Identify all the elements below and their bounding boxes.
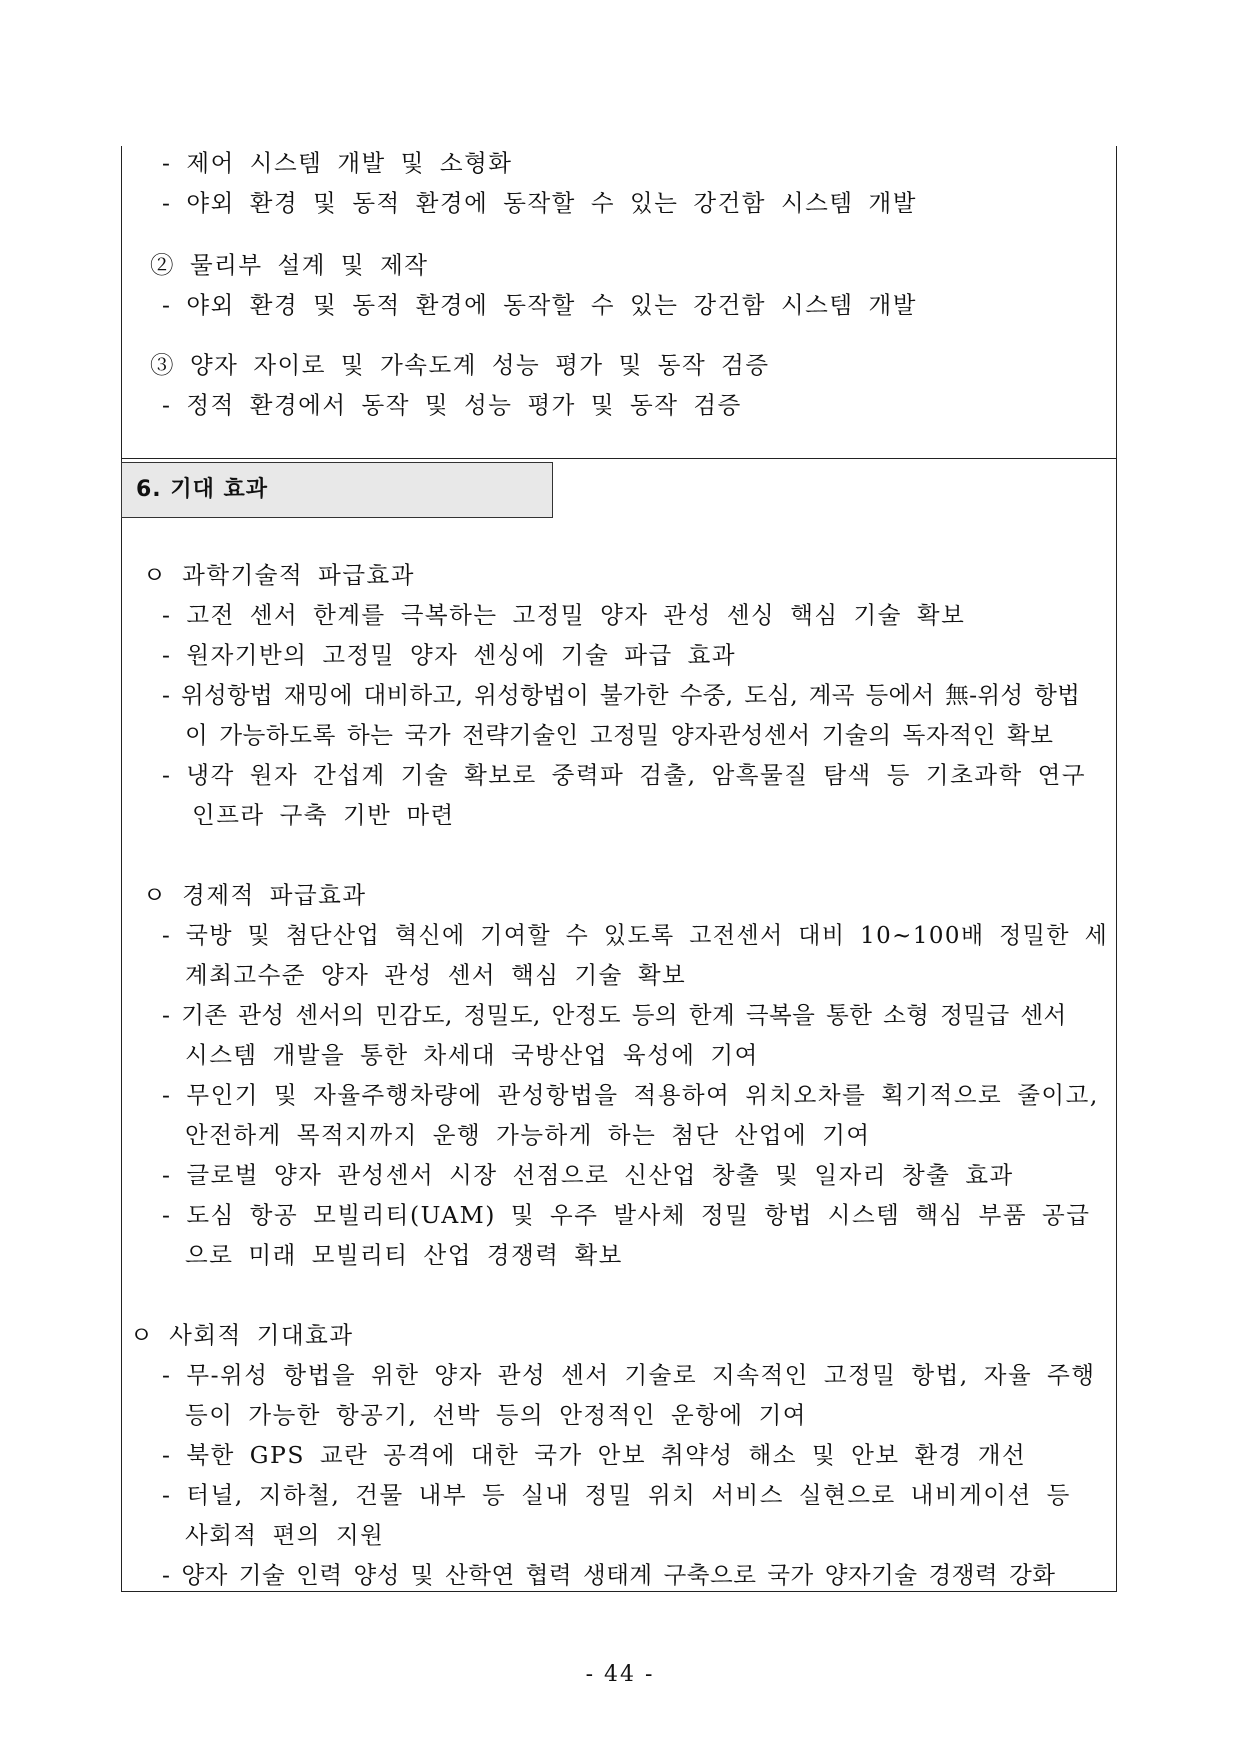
text-line: - 고전 센서 한계를 극복하는 고정밀 양자 관성 센싱 핵심 기술 확보 — [162, 601, 966, 629]
group-title-society: ㅇ 사회적 기대효과 — [130, 1321, 354, 1349]
text-line: 이 가능하도록 하는 국가 전략기술인 고정밀 양자관성센서 기술의 독자적인 확보 — [185, 721, 1054, 749]
text-line: - 제어 시스템 개발 및 소형화 — [162, 149, 513, 177]
text-line: 안전하게 목적지까지 운행 가능하게 하는 첨단 산업에 기여 — [185, 1121, 871, 1149]
text-line: 등이 가능한 항공기, 선박 등의 안정적인 운항에 기여 — [185, 1401, 807, 1429]
text-line: 시스템 개발을 통한 차세대 국방산업 육성에 기여 — [185, 1041, 759, 1069]
text-line: - 위성항법 재밍에 대비하고, 위성항법이 불가한 수중, 도심, 계곡 등에서 無-위성 항법 — [162, 681, 1081, 709]
text-line: - 국방 및 첨단산업 혁신에 기여할 수 있도록 고전센서 대비 10~100배 정밀한 세 — [162, 921, 1109, 949]
subsection-title: ③ 양자 자이로 및 가속도계 성능 평가 및 동작 검증 — [150, 351, 770, 379]
text-line: - 터널, 지하철, 건물 내부 등 실내 정밀 위치 서비스 실현으로 내비게이션 등 — [162, 1481, 1071, 1509]
text-line: - 무인기 및 자율주행차량에 관성항법을 적용하여 위치오차를 획기적으로 줄이고, — [162, 1081, 1099, 1109]
text-line: 으로 미래 모빌리티 산업 경쟁력 확보 — [185, 1241, 623, 1269]
subsection-title: ② 물리부 설계 및 제작 — [150, 251, 429, 279]
group-title-science: ㅇ 과학기술적 파급효과 — [143, 561, 415, 589]
text-line: - 기존 관성 센서의 민감도, 정밀도, 안정도 등의 한계 극복을 통한 소형 정밀급 센서 — [162, 1001, 1067, 1029]
text-line: - 양자 기술 인력 양성 및 산학연 협력 생태계 구축으로 국가 양자기술 경쟁력 강화 — [162, 1561, 1056, 1589]
text-line: - 글로벌 양자 관성센서 시장 선점으로 신산업 창출 및 일자리 창출 효과 — [162, 1161, 1014, 1189]
group-title-economy: ㅇ 경제적 파급효과 — [143, 881, 367, 909]
page-number: - 44 - — [585, 1662, 655, 1687]
text-line: 인프라 구축 기반 마련 — [192, 801, 455, 829]
text-line: - 도심 항공 모빌리티(UAM) 및 우주 발사체 정밀 항법 시스템 핵심 부품 공급 — [162, 1201, 1091, 1229]
text-line: 계최고수준 양자 관성 센서 핵심 기술 확보 — [185, 961, 687, 989]
text-line: - 북한 GPS 교란 공격에 대한 국가 안보 취약성 해소 및 안보 환경 개선 — [162, 1441, 1027, 1469]
text-line: - 냉각 원자 간섭계 기술 확보로 중력파 검출, 암흑물질 탐색 등 기초과학 연구 — [162, 761, 1087, 789]
section-heading: 6. 기대 효과 — [136, 477, 268, 502]
section-heading-box — [121, 462, 553, 518]
text-line: 사회적 편의 지원 — [185, 1521, 385, 1549]
text-line: - 원자기반의 고정밀 양자 센싱에 기술 파급 효과 — [162, 641, 737, 669]
text-line: - 야외 환경 및 동적 환경에 동작할 수 있는 강건함 시스템 개발 — [162, 291, 917, 319]
text-line: - 야외 환경 및 동적 환경에 동작할 수 있는 강건함 시스템 개발 — [162, 189, 917, 217]
text-line: - 무-위성 항법을 위한 양자 관성 센서 기술로 지속적인 고정밀 항법, 자율 주행 — [162, 1361, 1096, 1389]
text-line: - 정적 환경에서 동작 및 성능 평가 및 동작 검증 — [162, 391, 742, 419]
